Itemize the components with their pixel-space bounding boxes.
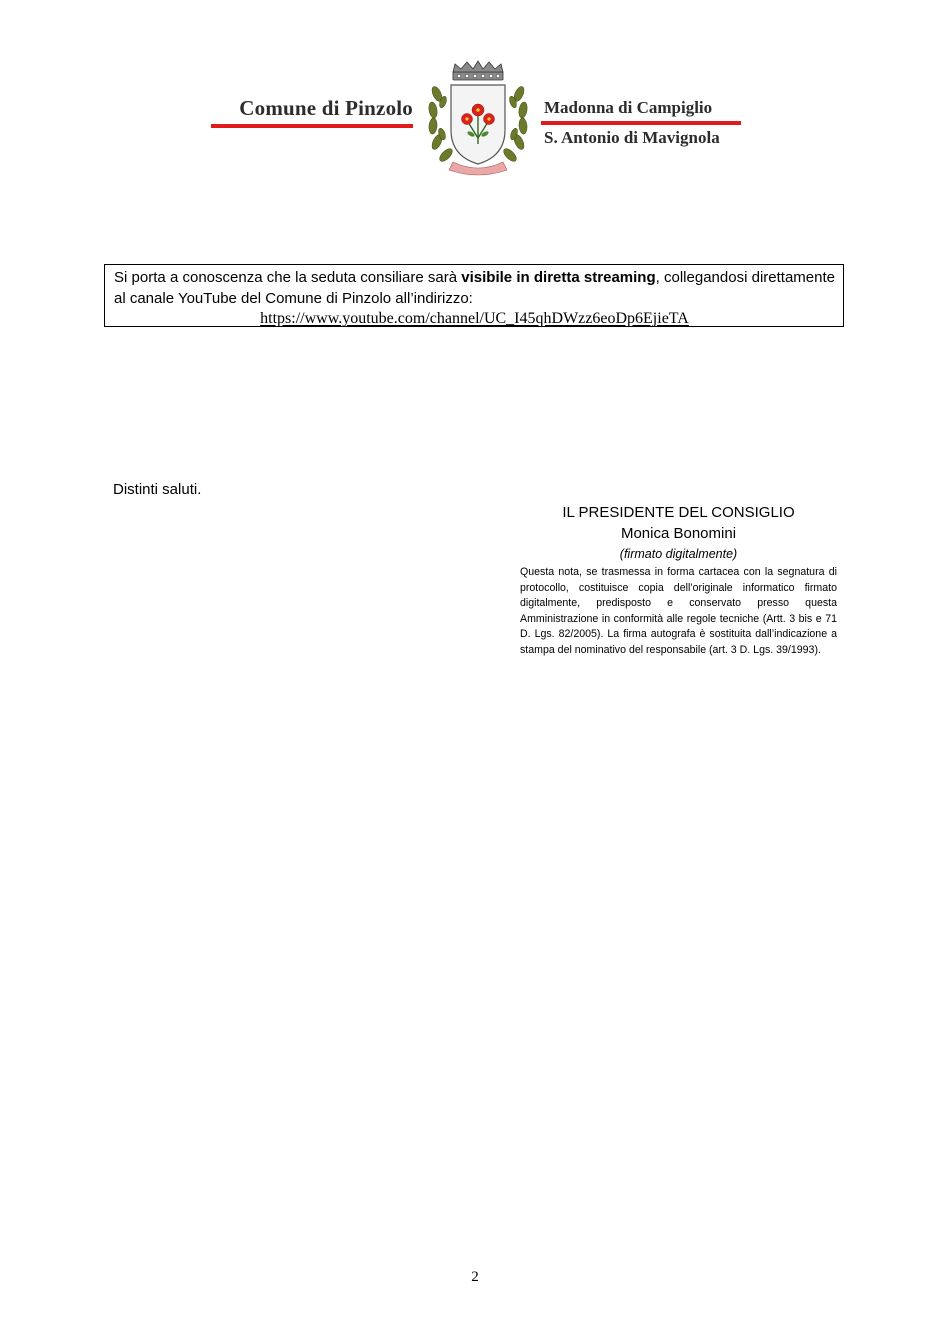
notice-text-before: Si porta a conoscenza che la seduta consiliare sarà <box>114 269 462 286</box>
greeting: Distinti saluti. <box>113 481 202 498</box>
legal-disclaimer: Questa nota, se trasmessa in forma cartacea con la segnatura di protocollo, costituisce copia dell’originale informatico firmato digitalmente, predisposto e conservato presso questa Amministrazione in conformità alle regole tecniche (Artt. 3 bis e 71 D. Lgs. 82/2005). La firma autografa è sostituita dall’indicazione a stampa del nominativo del responsabile (art. 3 D. Lgs. 39/1993). <box>520 566 837 656</box>
red-rule-right <box>541 121 741 125</box>
streaming-notice-box <box>104 264 844 327</box>
hamlet-name-1: Madonna di Campiglio <box>544 98 713 117</box>
coat-of-arms-icon <box>423 58 533 180</box>
signature-block <box>520 502 837 659</box>
municipality-name: Comune di Pinzolo <box>239 96 413 120</box>
signatory-name: Monica Bonomini <box>620 525 737 542</box>
header-hamlets <box>541 98 741 148</box>
signatory-role: IL PRESIDENTE DEL CONSIGLIO <box>562 504 795 521</box>
notice-text-after: , collegandosi direttamente al canale YouTube del Comune di Pinzolo all’indirizzo: <box>114 269 835 307</box>
digital-signature-note: (firmato digitalmente) <box>619 547 738 561</box>
youtube-channel-link[interactable]: https://www.youtube.com/channel/UC_I45qhDWzz6eoDp6EjieTA <box>260 310 689 327</box>
page-number: 2 <box>471 1269 479 1285</box>
red-rule-left <box>211 124 413 128</box>
notice-text <box>114 267 835 309</box>
header-municipality <box>211 96 413 128</box>
notice-text-bold: visibile in diretta streaming <box>461 269 656 286</box>
hamlet-name-2: S. Antonio di Mavignola <box>544 128 720 147</box>
